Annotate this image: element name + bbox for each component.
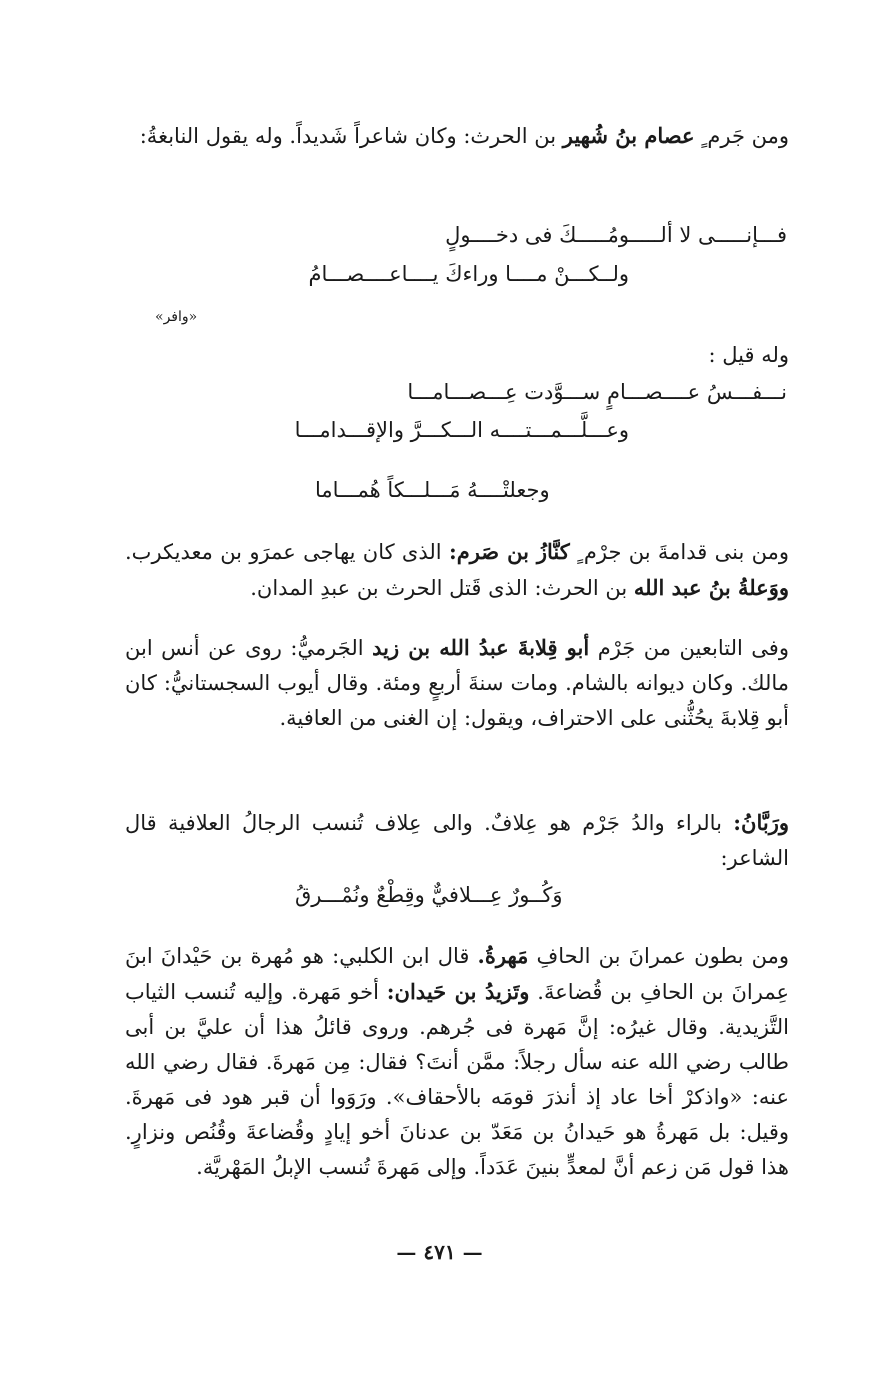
verse-line: نـــفـــسُ عــــصـــامٍ ســـوَّدت عِـــصـــامـــا <box>407 380 787 404</box>
person-name: ووَعلةُ بنُ عبد الله <box>633 575 789 600</box>
text-run: ومن جَرم ٍ <box>694 124 789 148</box>
verse-line: فـــإنـــــى لا ألـــــومُـــــكَ فى دخــــولٍ <box>445 223 787 247</box>
verse-line: وجعلتْــــهُ مَـــلـــكاً هُمـــاما <box>315 478 550 502</box>
paragraph-abu-qilaba <box>125 630 789 736</box>
person-name: وتَزيدُ بن حَيدان: <box>386 979 530 1004</box>
verse-intro: وله قيل : <box>708 343 789 367</box>
text-run: أخو مَهرة. وإليه تُنسب الثياب التَّزيدية. وقال غيرُه: إنَّ مَهرة فى جُرهم. وروى قائلُ هذا أن عليَّ بن أبى طالب رضي الله عنه سأل رجلاً: ممَّن أنتَ؟ فقال: مِن مَهرةَ. فقال رضي الله عنه: «واذكرْ أخا عاد إذ أنذرَ قومَه بالأحقاف». ورَوَوا أن قبر هود فى مَهرةَ. وقيل: بل مَهرةُ هو حَيدانُ بن مَعَدّ بن عدنانَ أخو إيادٍ وقُضاعةَ وقُنُص ونزارٍ. هذا قول مَن زعم أنَّ لمعدٍّ بنينَ عَدَداً. وإلى مَهرةَ تُنسب الإبلُ المَهْريَّة. <box>125 980 789 1179</box>
paragraph-mahra <box>125 938 789 1185</box>
person-name: ورَبَّانُ: <box>733 810 789 835</box>
text-run: ومن بطون عمرانَ بن الحافِ <box>528 944 789 968</box>
text-run: قال ابن الكلبي: هو مُهرة بن حَيْدانَ ابنَ عِمرانَ بن الحافِ بن قُضاعةَ. <box>125 944 789 1004</box>
person-name: كنَّازُ بن صَرم: <box>448 539 570 564</box>
paragraph-asim <box>125 118 789 154</box>
person-name: عصام بنُ شُهير <box>562 123 695 148</box>
poetic-meter-label: «وافر» <box>155 309 198 325</box>
text-run: وفى التابعين من جَرْم <box>589 636 789 660</box>
verse-line: ولــكـــنْ مــــا وراءكَ يــــاعــــصـــامُ <box>308 262 629 286</box>
person-name: مَهرةُ. <box>477 943 529 968</box>
verse-line: وعـــلَّـــمـــتــــه الـــكـــرَّ والإقـــدامـــا <box>294 418 629 442</box>
page-number: — ٤٧١ — <box>396 1240 483 1264</box>
text-run: ومن بنى قدامةَ بن جرْم ٍ <box>569 540 790 564</box>
text-run: بالراء والدُ جَرْم هو عِلافٌ. والى عِلاف تُنسب الرجالُ العلافية قال الشاعر: <box>125 811 789 870</box>
verse-line: وَكُــورٌ عِـــلافيٌّ وقِطْعٌ ونُمْـــرقُ <box>295 883 563 907</box>
paragraph-rabban <box>125 805 789 876</box>
text-run: بن الحرث: وكان شاعراً شَديداً. وله يقول النابغةُ: <box>139 124 563 148</box>
person-name: أبو قِلابةَ عبدُ الله بن زيد <box>372 635 590 660</box>
paragraph-kannaz <box>125 534 789 606</box>
text-run: الذى كان يهاجى عمرَو بن معديكرب. <box>125 540 449 564</box>
text-run: بن الحرث: الذى قَتل الحرث بن عبدِ المدان. <box>250 576 634 600</box>
text-run: الجَرميُّ: روى عن أنس ابن مالك. وكان ديوانه بالشام. ومات سنةَ أربعٍ ومئة. وقال أيوب السجستانيُّ: كان أبو قِلابةَ يحُثُّنى على الاحتراف، ويقول: إن الغنى من العافية. <box>125 636 789 730</box>
